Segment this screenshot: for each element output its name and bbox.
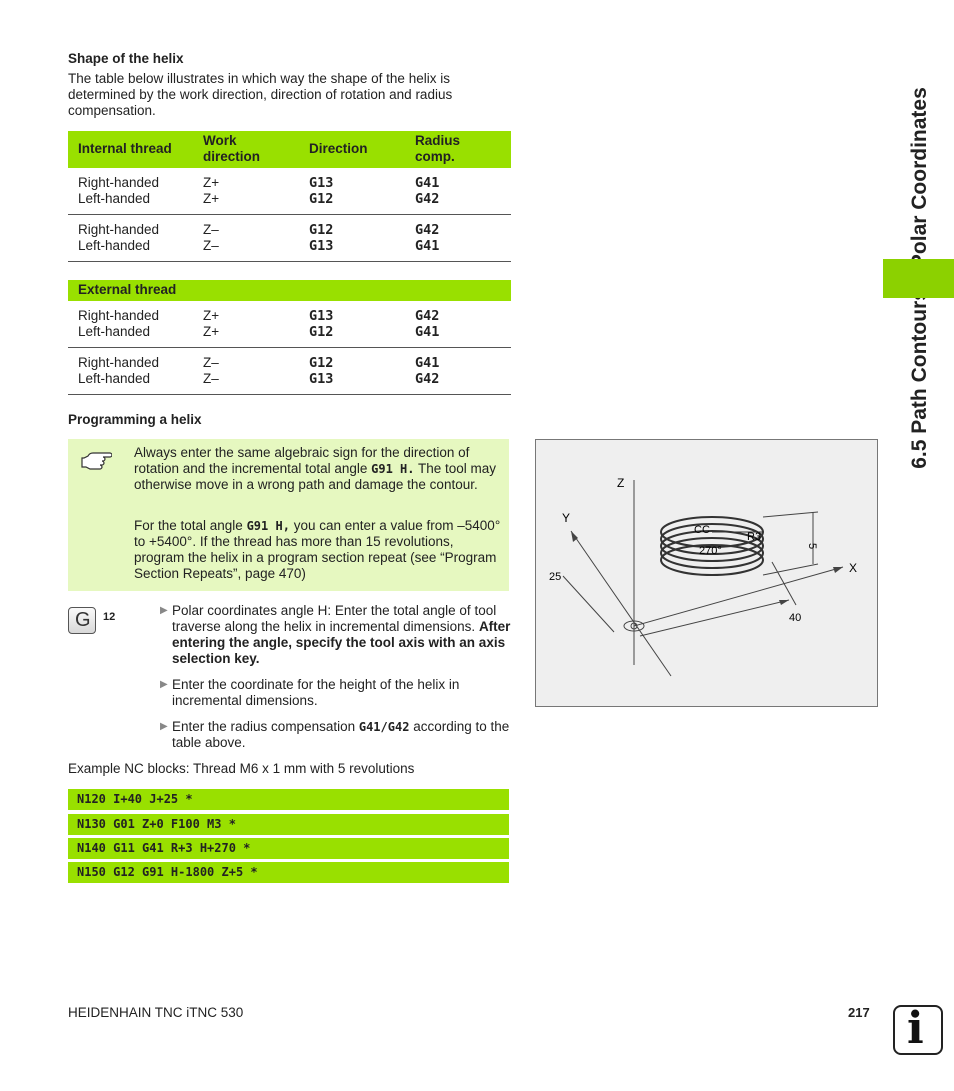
step-2	[160, 677, 524, 709]
step-text: according to the table above.	[172, 719, 510, 750]
helix-diagram	[536, 440, 877, 706]
nc-block	[68, 862, 509, 883]
x-axis-arrow-icon	[833, 567, 843, 573]
table-cell: G41	[415, 175, 440, 191]
internal-thread-table	[68, 131, 511, 262]
section-heading-programming: Programming a helix	[68, 412, 202, 427]
note-text: Always enter the same algebraic sign for the direction of rotation and the incremental total angle	[134, 445, 470, 476]
g-key-letter: G	[75, 609, 91, 631]
step-1	[160, 603, 524, 667]
table-cell: G42	[415, 308, 440, 324]
label-dim-40: 40	[789, 612, 802, 624]
note-text: The tool may otherwise move in a wrong path and damage the contour.	[134, 461, 497, 492]
table-cell: Right-handed	[78, 175, 160, 190]
table-cell: G41	[415, 355, 440, 371]
x-axis-line	[634, 567, 843, 626]
info-icon-letter: i	[907, 1003, 924, 1054]
note-code: G91 H,	[246, 519, 290, 533]
nc-block-text: N120 I+40 J+25 *	[77, 792, 193, 806]
footer-page-number: 217	[848, 1005, 870, 1020]
label-dim-5: 5	[806, 543, 818, 550]
note-box	[68, 439, 509, 591]
table-row-group	[68, 168, 511, 215]
note-text: For the total angle	[134, 518, 247, 533]
col-header-external-thread: External thread	[78, 282, 177, 297]
table-cell: G12	[309, 222, 334, 238]
note-paragraph-1	[134, 445, 504, 493]
dim-25-line	[563, 576, 614, 632]
label-dim-25: 25	[549, 571, 562, 583]
table-cell: G13	[309, 371, 334, 387]
g-key-number: 12	[103, 611, 116, 623]
nc-block-text: N130 G01 Z+0 F100 M3 *	[77, 817, 236, 831]
table-cell: G42	[415, 371, 440, 387]
step-text-bold: After entering the angle, specify the tool axis with an axis selection key.	[172, 619, 511, 666]
axis-label-x: X	[849, 561, 858, 575]
table-cell: Z+	[203, 324, 220, 339]
step-arrow-icon: ▶	[160, 721, 168, 732]
step-text: Polar coordinates angle H: Enter the total angle of tool traverse along the helix in incremental dimensions.	[172, 603, 497, 634]
step-arrow-icon: ▶	[160, 679, 168, 690]
table-cell: Right-handed	[78, 355, 160, 370]
table-cell: G13	[309, 175, 334, 191]
dim-40-arrow-icon	[779, 600, 789, 605]
table-cell: G13	[309, 308, 334, 324]
col-header-radius-comp: Radius comp.	[415, 133, 461, 164]
table-cell: Z–	[203, 355, 219, 370]
table-cell: G42	[415, 222, 440, 238]
section-intro-text: The table below illustrates in which way the shape of the helix is determined by the work direction, direction of rotation and radius compensation.	[68, 71, 453, 118]
info-icon	[893, 1005, 943, 1055]
nc-block	[68, 789, 509, 810]
table-row-group	[68, 301, 511, 348]
table-header-row	[68, 131, 511, 168]
example-label: Example NC blocks: Thread M6 x 1 mm with 5 revolutions	[68, 761, 415, 776]
step-code: G41/G42	[358, 720, 410, 734]
axis-label-z: Z	[617, 476, 625, 490]
table-cell: G41	[415, 238, 440, 254]
table-cell: Z+	[203, 175, 220, 190]
nc-block-text: N140 G11 G41 R+3 H+270 *	[77, 841, 251, 855]
table-cell: Z+	[203, 191, 220, 206]
nc-block	[68, 814, 509, 835]
label-r3: R3	[747, 531, 762, 543]
table-cell: Z–	[203, 371, 219, 386]
table-cell: Right-handed	[78, 308, 160, 323]
table-cell: G12	[309, 324, 334, 340]
step-arrow-icon: ▶	[160, 605, 168, 616]
table-row-group	[68, 348, 511, 395]
note-text: you can enter a value from –5400° to +5400°. If the thread has more than 15 revolutions, program the helix in a program section repeat (see “Program Section Repeats”, page 470)	[134, 518, 501, 581]
dim-40-leader	[772, 562, 796, 605]
step-text: Enter the radius compensation	[172, 719, 359, 734]
pointing-hand-icon	[80, 449, 112, 471]
step-text: Enter the coordinate for the height of the helix in incremental dimensions.	[172, 677, 460, 708]
y-axis-line	[571, 531, 671, 676]
step-3	[160, 719, 524, 751]
table-header-row	[68, 280, 511, 301]
g-key-icon	[68, 607, 96, 634]
external-thread-table	[68, 280, 511, 395]
table-cell: Z+	[203, 308, 220, 323]
col-header-thread: Internal thread	[78, 141, 172, 156]
note-paragraph-2	[134, 518, 504, 582]
col-header-direction: Direction	[309, 141, 368, 156]
table-cell: G42	[415, 191, 440, 207]
dim-5-ext-bottom	[763, 564, 818, 575]
label-angle: 270°	[699, 545, 722, 557]
table-cell: G12	[309, 355, 334, 371]
table-cell: G41	[415, 324, 440, 340]
table-cell: G12	[309, 191, 334, 207]
section-heading-shape: Shape of the helix	[68, 51, 184, 66]
nc-block	[68, 838, 509, 859]
dim-5-ext-top	[763, 512, 818, 517]
helix-figure	[535, 439, 878, 707]
table-cell: Left-handed	[78, 371, 151, 386]
table-row-group	[68, 215, 511, 262]
table-cell: Z–	[203, 222, 219, 237]
axis-label-y: Y	[562, 511, 571, 525]
label-cc: CC	[694, 524, 710, 536]
col-header-work-direction: Work direction	[203, 133, 261, 164]
table-cell: Right-handed	[78, 222, 160, 237]
table-cell: Left-handed	[78, 238, 151, 253]
chapter-tab-marker	[883, 259, 954, 298]
note-code: G91 H.	[371, 462, 415, 476]
table-cell: Left-handed	[78, 191, 151, 206]
nc-block-text: N150 G12 G91 H-1800 Z+5 *	[77, 865, 258, 879]
footer-manual-title: HEIDENHAIN TNC iTNC 530	[68, 1005, 244, 1020]
table-cell: Left-handed	[78, 324, 151, 339]
table-cell: Z–	[203, 238, 219, 253]
table-cell: G13	[309, 238, 334, 254]
